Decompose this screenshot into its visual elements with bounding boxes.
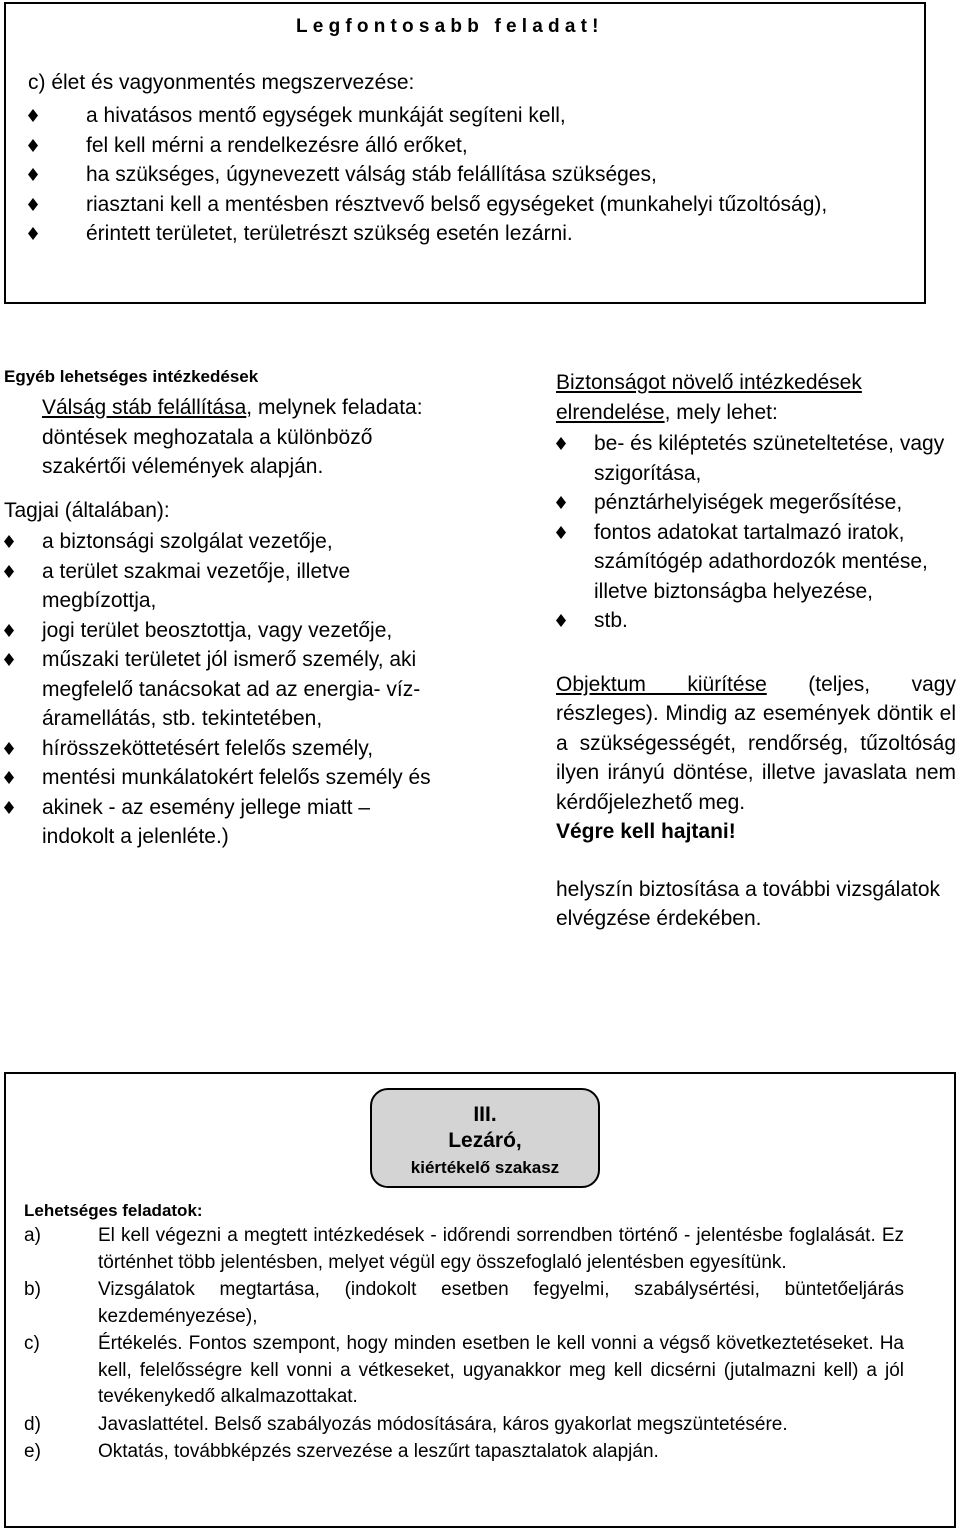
item-letter: c) <box>24 1333 40 1354</box>
list-item: hírösszeköttetésért felelős személy, <box>4 734 444 764</box>
diamond-bullet-icon <box>4 653 14 666</box>
evacuation-term: Objektum kiürítése <box>556 672 767 696</box>
diamond-bullet-icon <box>4 771 14 784</box>
crisis-staff-paragraph: Válság stáb felállítása, melynek feladata: döntések meghozatala a különböző szakértői vélemények alapján. <box>42 396 423 478</box>
diamond-bullet-icon <box>4 624 14 637</box>
primary-task-box <box>4 2 926 304</box>
item-letter: a) <box>24 1225 41 1246</box>
phase-name: Lezáró, <box>448 1129 522 1152</box>
list-item: a terület szakmai vezetője, illetve megbízottja, <box>4 557 444 616</box>
list-item: a) El kell végezni a megtett intézkedések - időrendi sorrendben történő - jelentésbe foglalását. Ez történhet több jelentésben, melyet végül egy összefoglaló jelentésben egyesítünk. <box>24 1225 904 1273</box>
section-title: c) élet és vagyonmentés megszervezése: <box>28 71 415 94</box>
list-item: b) Vizsgálatok megtartása, (indokolt esetben fegyelmi, szabálysértési, büntetőeljárás kezdeményezése), <box>24 1279 904 1327</box>
phase-badge <box>370 1088 600 1188</box>
security-measures-term: Biztonságot növelő intézkedések elrendelése <box>556 371 862 424</box>
tasks-heading: Lehetséges feladatok: <box>24 1201 203 1220</box>
diamond-bullet-icon <box>4 535 14 548</box>
closing-phase-box <box>4 1072 956 1528</box>
other-measures-column <box>4 365 444 852</box>
diamond-bullet-icon <box>28 168 38 181</box>
item-letter: d) <box>24 1413 41 1435</box>
must-execute-note: Végre kell hajtani! <box>556 820 736 843</box>
site-security-note: helyszín biztosítása a további vizsgálatok elvégzése érdekében. <box>556 877 941 930</box>
diamond-bullet-icon <box>28 227 38 240</box>
tasks-list <box>24 1223 904 1467</box>
list-item: műszaki területet jól ismerő személy, aki megfelelő tanácsokat ad az energia- víz- áramellátás, stb. tekintetében, <box>4 645 444 734</box>
diamond-bullet-icon <box>4 565 14 578</box>
list-item: a biztonsági szolgálat vezetője, <box>4 527 444 557</box>
list-item: a hivatásos mentő egységek munkáját segíteni kell, <box>28 101 918 131</box>
list-item: fel kell mérni a rendelkezésre álló erőket, <box>28 131 918 161</box>
list-item: be- és kiléptetés szüneteltetése, vagy szigorítása, <box>556 429 956 488</box>
diamond-bullet-icon <box>556 496 566 509</box>
list-item: akinek - az esemény jellege miatt – indokolt a jelenléte.) <box>4 793 444 852</box>
diamond-bullet-icon <box>556 437 566 450</box>
list-item: jogi terület beosztottja, vagy vezetője, <box>4 616 444 646</box>
members-intro: Tagjai (általában): <box>4 498 170 522</box>
diamond-bullet-icon <box>28 139 38 152</box>
box-heading: Legfontosabb feladat! <box>296 16 604 37</box>
evacuation-paragraph: Objektum kiürítése (teljes, vagy részleges). Mindig az események döntik el a szükségességét, rendőrség, tűzoltóság ilyen irányú döntése, illetve javaslata nem kérdőjelezhető meg. <box>556 672 956 814</box>
crisis-staff-term: Válság stáb felállítása <box>42 396 247 419</box>
phase-subtitle: kiértékelő szakasz <box>410 1158 560 1177</box>
list-item: e) Oktatás, továbbképzés szervezése a leszűrt tapasztalatok alapján. <box>24 1439 904 1466</box>
list-item: stb. <box>556 606 956 636</box>
list-item: érintett területet, területrészt szükség esetén lezárni. <box>28 219 918 249</box>
item-letter: e) <box>24 1441 41 1462</box>
members-list <box>4 527 444 852</box>
diamond-bullet-icon <box>28 109 38 122</box>
list-item: ha szükséges, úgynevezett válság stáb felállítása szükséges, <box>28 160 918 190</box>
phase-number: III. <box>473 1103 497 1126</box>
diamond-bullet-icon <box>556 614 566 627</box>
diamond-bullet-icon <box>4 801 14 814</box>
list-item: mentési munkálatokért felelős személy és <box>4 763 444 793</box>
list-item: riasztani kell a mentésben résztvevő belső egységeket (munkahelyi tűzoltóság), <box>28 190 918 220</box>
diamond-bullet-icon <box>556 526 566 539</box>
list-item: d) Javaslattétel. Belső szabályozás módosítására, káros gyakorlat megszüntetésére. <box>24 1412 904 1439</box>
security-measures-column <box>556 368 956 934</box>
item-letter: b) <box>24 1279 41 1300</box>
rescue-task-list <box>28 101 918 249</box>
list-item: fontos adatokat tartalmazó iratok, számítógép adathordozók mentése, illetve biztonságba helyezése, <box>556 518 956 607</box>
list-item: pénztárhelyiségek megerősítése, <box>556 488 956 518</box>
list-item: c) Értékelés. Fontos szempont, hogy minden esetben le kell vonni a végső következtetéseket. Ha kell, felelősségre kell vonni a vétkeseket, ugyanakkor meg kell dicsérni (jutalmazni kell) a jól tevékenykedő alkalmazottakat. <box>24 1333 904 1407</box>
other-measures-heading: Egyéb lehetséges intézkedések <box>4 367 259 386</box>
security-measures-list <box>556 429 956 636</box>
diamond-bullet-icon <box>4 742 14 755</box>
diamond-bullet-icon <box>28 198 38 211</box>
security-measures-intro: Biztonságot növelő intézkedések elrendelése, mely lehet: <box>556 371 862 424</box>
